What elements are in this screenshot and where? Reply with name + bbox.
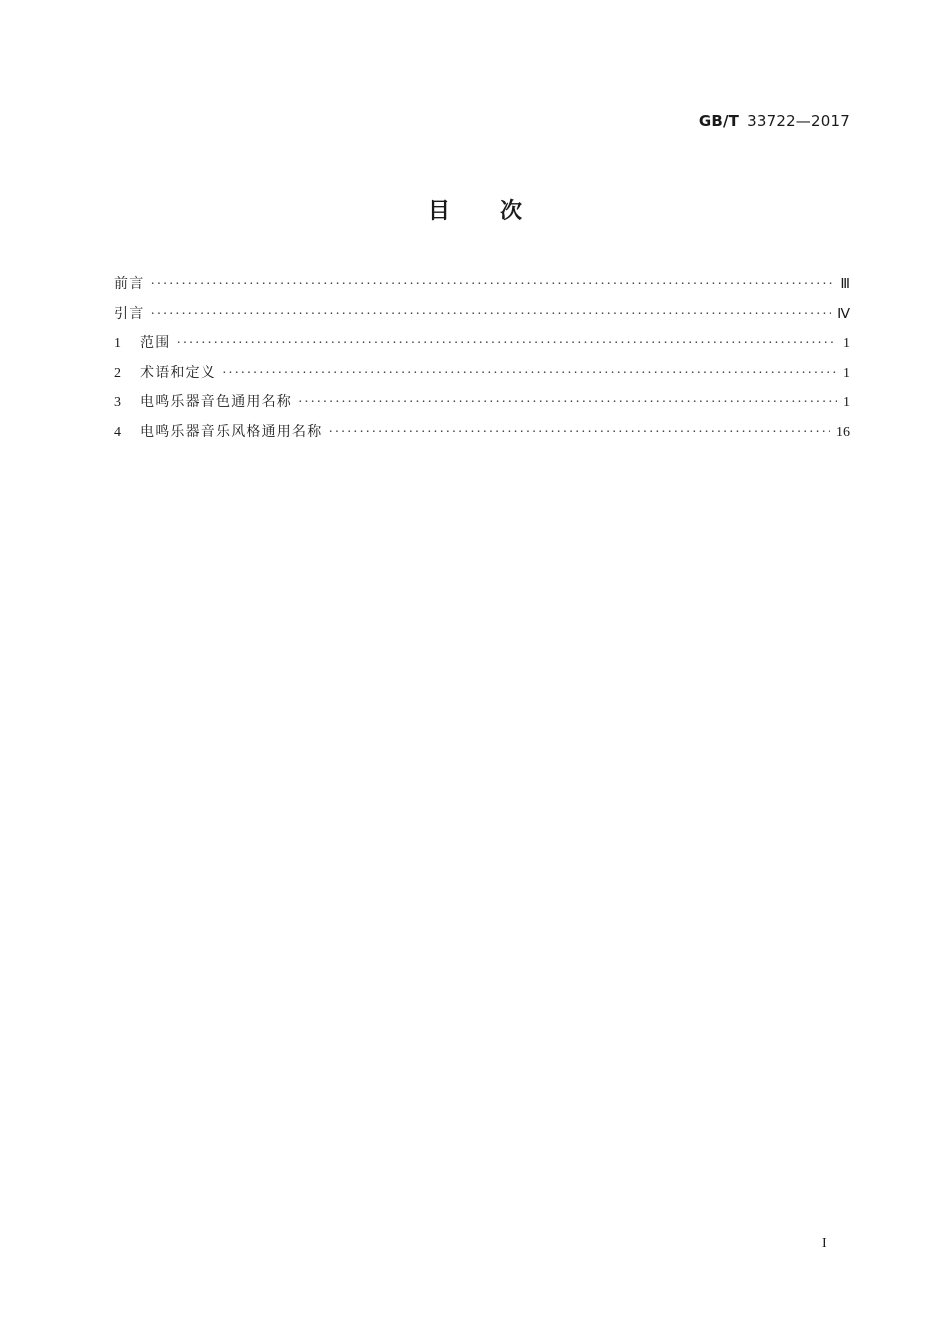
toc-entry-page: Ⅲ bbox=[840, 277, 850, 292]
toc-entry-scope[interactable] bbox=[114, 329, 850, 359]
standard-number bbox=[699, 112, 850, 130]
toc-entry-label: 电鸣乐器音乐风格通用名称 bbox=[140, 423, 323, 440]
standard-prefix: GB/T bbox=[698, 112, 740, 130]
table-of-contents bbox=[114, 270, 850, 447]
page-title: 目次 bbox=[427, 199, 572, 224]
toc-entry-number: 3 bbox=[114, 395, 121, 410]
toc-entry-label: 范围 bbox=[140, 335, 171, 351]
toc-entry-label: 术语和定义 bbox=[140, 364, 216, 381]
standard-code: 33722—2017 bbox=[747, 112, 850, 130]
toc-entry-timbre-names[interactable] bbox=[114, 388, 850, 418]
toc-leader-dots bbox=[176, 329, 837, 359]
toc-entry-label: 电鸣乐器音色通用名称 bbox=[140, 394, 292, 410]
toc-entry-page: 1 bbox=[843, 336, 850, 351]
page-number: I bbox=[822, 1236, 827, 1251]
toc-leader-dots bbox=[328, 418, 830, 448]
toc-entry-label: 引言 bbox=[114, 305, 145, 322]
toc-leader-dots bbox=[150, 300, 831, 330]
toc-entry-foreword[interactable] bbox=[114, 270, 850, 300]
toc-entry-number: 1 bbox=[114, 336, 121, 351]
toc-entry-page: Ⅳ bbox=[837, 306, 850, 322]
toc-entry-page: 1 bbox=[843, 395, 850, 410]
toc-leader-dots bbox=[150, 270, 834, 300]
toc-entry-page: 16 bbox=[836, 424, 850, 440]
toc-leader-dots bbox=[298, 388, 837, 418]
toc-entry-label: 前言 bbox=[114, 276, 145, 292]
toc-entry-page: 1 bbox=[843, 365, 850, 381]
toc-leader-dots bbox=[222, 359, 837, 389]
toc-entry-style-names[interactable] bbox=[114, 418, 850, 448]
toc-entry-terms[interactable] bbox=[114, 359, 850, 389]
toc-entry-number: 2 bbox=[114, 365, 121, 381]
toc-entry-introduction[interactable] bbox=[114, 300, 850, 330]
toc-entry-number: 4 bbox=[114, 424, 121, 440]
